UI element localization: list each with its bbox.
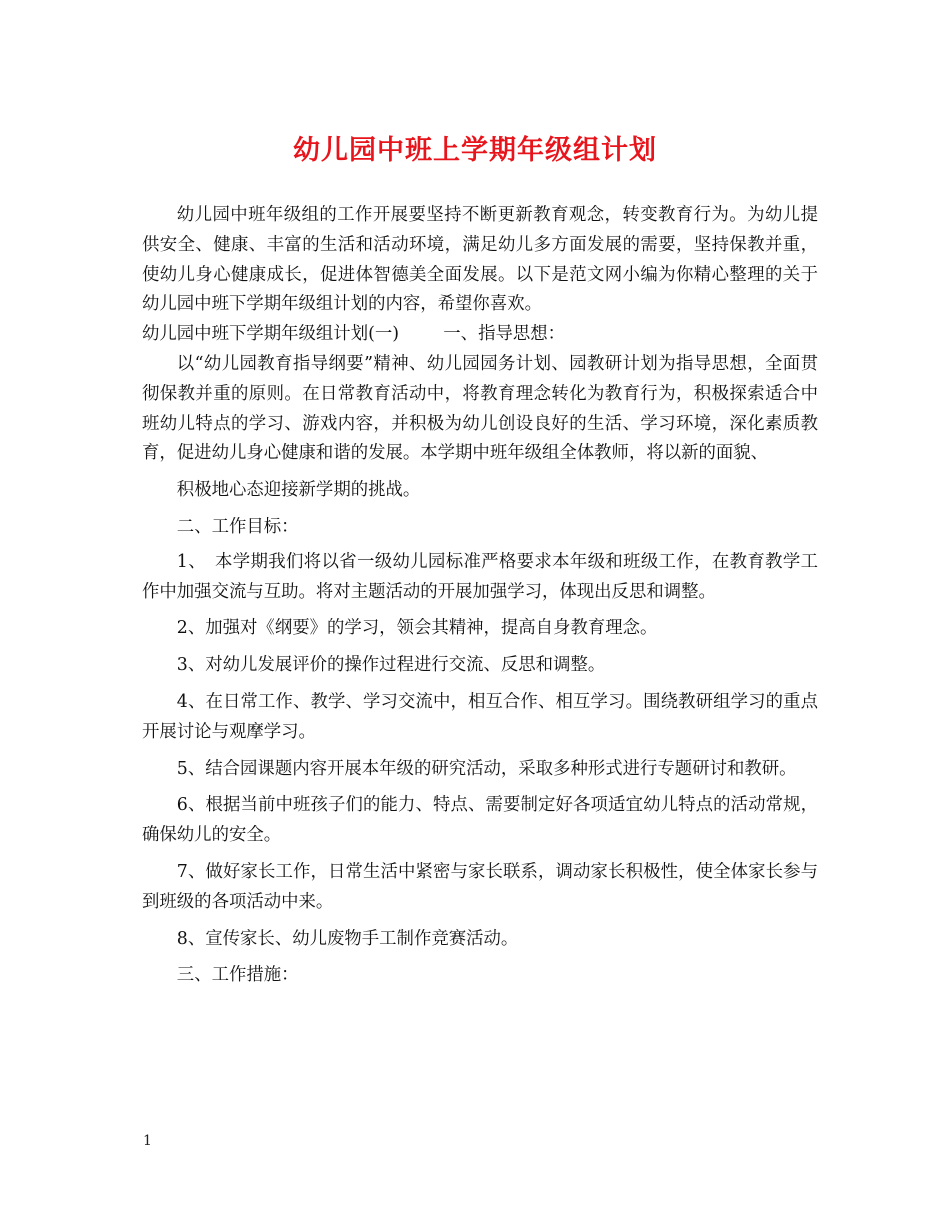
section-heading-guiding-thought: 一、指导思想：	[443, 324, 566, 345]
guiding-paragraph: 以“幼儿园教育指导纲要”精神、幼儿园园务计划、园教研计划为指导思想，全面贯彻保教并重的原则。在日常教育活动中，将教育理念转化为教育行为，积极探索适合中班幼儿特点的学习、游戏内容，并积极为幼儿创设良好的生活、学习环境，深化素质教育，促进幼儿身心健康和谐的发展。本学期中班年级组全体教师，将以新的面貌、	[142, 353, 818, 464]
plan-heading-row	[142, 320, 818, 350]
intro-paragraph: 幼儿园中班年级组的工作开展要坚持不断更新教育观念，转变教育行为。为幼儿提供安全、健康、丰富的生活和活动环境，满足幼儿多方面发展的需要，坚持保教并重，使幼儿身心健康成长，促进体智德美全面发展。以下是范文网小编为你精心整理的关于幼儿园中班下学期年级组计划的内容，希望你喜欢。	[142, 205, 818, 315]
goal-item-3: 3、对幼儿发展评价的操作过程进行交流、反思和调整。	[176, 655, 606, 676]
page-title: 幼儿园中班上学期年级组计划	[293, 135, 657, 166]
goal-item-8: 8、宣传家长、幼儿废物手工制作竞赛活动。	[176, 928, 519, 949]
goal-item-7: 7、做好家长工作，日常生活中紧密与家长联系，调动家长积极性，使全体家长参与到班级的各项活动中来。	[142, 861, 818, 912]
section-heading-work-goals: 二、工作目标：	[176, 516, 299, 537]
page-number: 1	[143, 1133, 152, 1149]
goal-item-6: 6、根据当前中班孩子们的能力、特点、需要制定好各项适宜幼儿特点的活动常规，确保幼儿的安全。	[142, 795, 818, 846]
document-body	[142, 201, 818, 991]
plan-heading: 幼儿园中班下学期年级组计划(一)	[142, 324, 400, 345]
goal-item-1: 1、 本学期我们将以省一级幼儿园标准严格要求本年级和班级工作，在教育教学工作中加强交流与互助。将对主题活动的开展加强学习，体现出反思和调整。	[142, 551, 818, 602]
section-heading-work-measures: 三、工作措施：	[176, 965, 299, 986]
goal-item-4: 4、在日常工作、教学、学习交流中，相互合作、相互学习。围绕教研组学习的重点开展讨论与观摩学习。	[142, 691, 818, 742]
guiding-paragraph-continued: 积极地心态迎接新学期的挑战。	[176, 480, 421, 501]
goal-item-5: 5、结合园课题内容开展本年级的研究活动，采取多种形式进行专题研讨和教研。	[176, 758, 797, 779]
goal-item-2: 2、加强对《纲要》的学习，领会其精神，提高自身教育理念。	[176, 618, 658, 639]
